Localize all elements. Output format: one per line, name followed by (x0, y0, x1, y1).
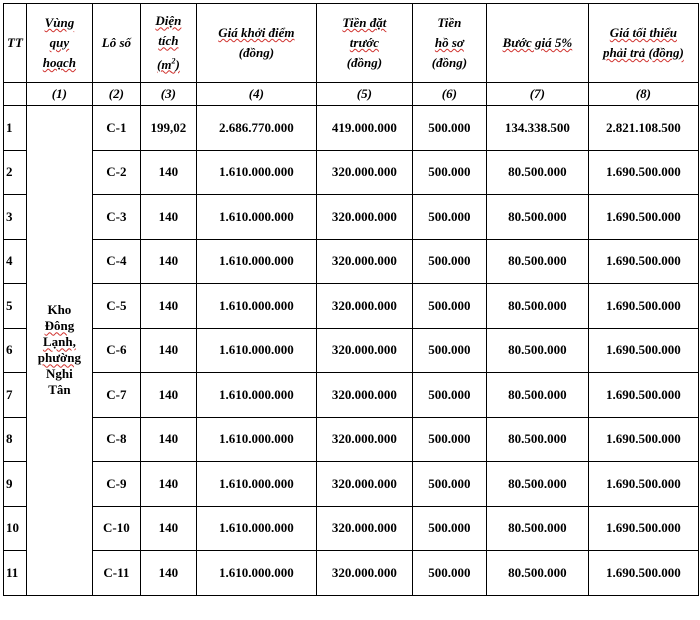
cell-deposit: 320.000.000 (316, 551, 412, 596)
cell-deposit: 320.000.000 (316, 195, 412, 240)
column-number-row (4, 83, 699, 106)
cell-tt: 1 (4, 106, 27, 151)
cell-start-price: 1.610.000.000 (196, 239, 316, 284)
cell-start-price: 1.610.000.000 (196, 328, 316, 373)
cell-lot: C-2 (92, 150, 140, 195)
column-number: (6) (412, 83, 486, 106)
cell-step: 80.500.000 (486, 239, 588, 284)
cell-area: 140 (140, 551, 196, 596)
cell-step: 80.500.000 (486, 373, 588, 418)
cell-lot: C-9 (92, 462, 140, 507)
table-row (4, 551, 699, 596)
table-row (4, 417, 699, 462)
cell-step: 80.500.000 (486, 195, 588, 240)
cell-fee: 500.000 (412, 328, 486, 373)
cell-start-price: 1.610.000.000 (196, 284, 316, 329)
cell-lot: C-6 (92, 328, 140, 373)
table-row (4, 106, 699, 151)
cell-start-price: 1.610.000.000 (196, 195, 316, 240)
cell-tt: 6 (4, 328, 27, 373)
column-number: (8) (588, 83, 698, 106)
table-row (4, 239, 699, 284)
table-row (4, 195, 699, 240)
cell-step: 80.500.000 (486, 551, 588, 596)
cell-deposit: 320.000.000 (316, 506, 412, 551)
cell-tt: 7 (4, 373, 27, 418)
cell-area: 140 (140, 373, 196, 418)
cell-step: 80.500.000 (486, 284, 588, 329)
cell-start-price: 1.610.000.000 (196, 462, 316, 507)
cell-step: 80.500.000 (486, 462, 588, 507)
header-min-price: Giá tối thiểu phải trả (đồng) (588, 4, 698, 83)
cell-deposit: 320.000.000 (316, 462, 412, 507)
cell-lot: C-4 (92, 239, 140, 284)
cell-tt: 5 (4, 284, 27, 329)
cell-fee: 500.000 (412, 284, 486, 329)
cell-area: 140 (140, 328, 196, 373)
cell-step: 80.500.000 (486, 150, 588, 195)
cell-deposit: 419.000.000 (316, 106, 412, 151)
column-number-empty (4, 83, 27, 106)
cell-tt: 10 (4, 506, 27, 551)
cell-start-price: 1.610.000.000 (196, 373, 316, 418)
cell-start-price: 1.610.000.000 (196, 551, 316, 596)
cell-min-price: 1.690.500.000 (588, 284, 698, 329)
column-number: (2) (92, 83, 140, 106)
table-row (4, 462, 699, 507)
header-tt: TT (4, 4, 27, 83)
table-row (4, 150, 699, 195)
cell-tt: 4 (4, 239, 27, 284)
cell-fee: 500.000 (412, 417, 486, 462)
cell-lot: C-1 (92, 106, 140, 151)
cell-min-price: 1.690.500.000 (588, 373, 698, 418)
table-row (4, 328, 699, 373)
table-row (4, 373, 699, 418)
cell-deposit: 320.000.000 (316, 417, 412, 462)
cell-fee: 500.000 (412, 373, 486, 418)
header-zone: Vùng quy hoạch (26, 4, 92, 83)
cell-deposit: 320.000.000 (316, 284, 412, 329)
cell-tt: 2 (4, 150, 27, 195)
column-number: (4) (196, 83, 316, 106)
cell-tt: 8 (4, 417, 27, 462)
cell-start-price: 1.610.000.000 (196, 506, 316, 551)
header-area: Diện tích $(m^2)$ (140, 4, 196, 83)
cell-start-price: 1.610.000.000 (196, 150, 316, 195)
zone-name: Kho Đông Lạnh, phường Nghi Tân (37, 302, 81, 398)
header-deposit: Tiền đặt trước (đồng) (316, 4, 412, 83)
cell-fee: 500.000 (412, 462, 486, 507)
cell-min-price: 2.821.108.500 (588, 106, 698, 151)
cell-deposit: 320.000.000 (316, 328, 412, 373)
auction-lot-table (3, 3, 699, 596)
cell-area: 140 (140, 506, 196, 551)
table-row (4, 284, 699, 329)
cell-tt: 9 (4, 462, 27, 507)
cell-deposit: 320.000.000 (316, 373, 412, 418)
column-number: (5) (316, 83, 412, 106)
table-row (4, 506, 699, 551)
cell-fee: 500.000 (412, 239, 486, 284)
cell-fee: 500.000 (412, 551, 486, 596)
cell-min-price: 1.690.500.000 (588, 150, 698, 195)
cell-lot: C-3 (92, 195, 140, 240)
header-start-price: Giá khởi điểm (đồng) (196, 4, 316, 83)
cell-lot: C-11 (92, 551, 140, 596)
header-fee: Tiền hồ sơ (đồng) (412, 4, 486, 83)
cell-step: 134.338.500 (486, 106, 588, 151)
cell-lot: C-7 (92, 373, 140, 418)
cell-tt: 3 (4, 195, 27, 240)
cell-min-price: 1.690.500.000 (588, 195, 698, 240)
column-number: (1) (26, 83, 92, 106)
column-number: (7) (486, 83, 588, 106)
column-number: (3) (140, 83, 196, 106)
cell-area: 140 (140, 195, 196, 240)
cell-area: 140 (140, 284, 196, 329)
cell-min-price: 1.690.500.000 (588, 462, 698, 507)
cell-start-price: 1.610.000.000 (196, 417, 316, 462)
cell-step: 80.500.000 (486, 506, 588, 551)
cell-fee: 500.000 (412, 195, 486, 240)
cell-min-price: 1.690.500.000 (588, 239, 698, 284)
cell-area: 140 (140, 150, 196, 195)
header-step: Bước giá 5% (486, 4, 588, 83)
cell-step: 80.500.000 (486, 328, 588, 373)
auction-table-container (3, 3, 699, 596)
cell-lot: C-5 (92, 284, 140, 329)
cell-fee: 500.000 (412, 506, 486, 551)
header-lot: Lô số (92, 4, 140, 83)
cell-lot: C-8 (92, 417, 140, 462)
cell-tt: 11 (4, 551, 27, 596)
cell-area: 199,02 (140, 106, 196, 151)
cell-lot: C-10 (92, 506, 140, 551)
cell-min-price: 1.690.500.000 (588, 328, 698, 373)
cell-min-price: 1.690.500.000 (588, 506, 698, 551)
cell-zone (26, 106, 92, 596)
cell-deposit: 320.000.000 (316, 239, 412, 284)
cell-deposit: 320.000.000 (316, 150, 412, 195)
cell-area: 140 (140, 239, 196, 284)
cell-min-price: 1.690.500.000 (588, 551, 698, 596)
cell-step: 80.500.000 (486, 417, 588, 462)
header-row (4, 4, 699, 83)
cell-area: 140 (140, 462, 196, 507)
cell-min-price: 1.690.500.000 (588, 417, 698, 462)
cell-area: 140 (140, 417, 196, 462)
cell-fee: 500.000 (412, 150, 486, 195)
cell-start-price: 2.686.770.000 (196, 106, 316, 151)
cell-fee: 500.000 (412, 106, 486, 151)
